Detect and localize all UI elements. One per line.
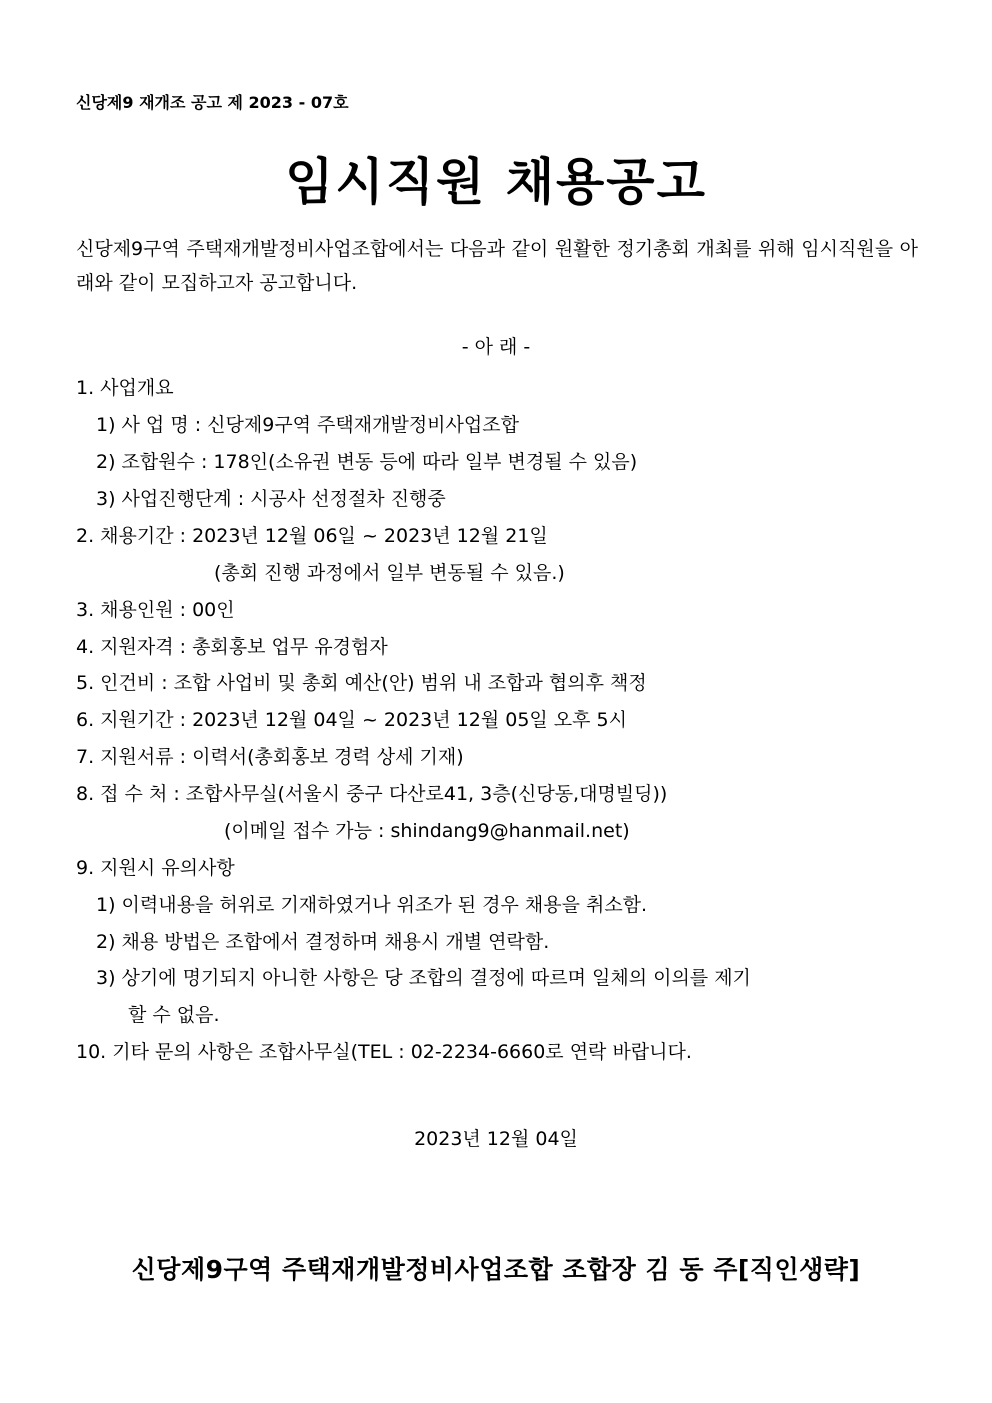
item-10: 10. 기타 문의 사항은 조합사무실(TEL : 02-2234-6660로 연락 바랍니다.	[76, 1041, 692, 1063]
issuer-signature-line: 신당제9구역 주택재개발정비사업조합 조합장 김 동 주[직인생략]	[131, 1255, 861, 1284]
item-2: 2. 채용기간 : 2023년 12월 06일 ~ 2023년 12월 21일	[76, 525, 548, 547]
page-title: 임시직원 채용공고	[285, 153, 707, 211]
item-7: 7. 지원서류 : 이력서(총회홍보 경력 상세 기재)	[76, 746, 464, 768]
item-1-sub-3: 3) 사업진행단계 : 시공사 선정절차 진행중	[96, 488, 446, 510]
notice-date: 2023년 12월 04일	[414, 1128, 578, 1150]
item-9-sub-3-cont: 할 수 없음.	[128, 1004, 220, 1026]
intro-paragraph: 신당제9구역 주택재개발정비사업조합에서는 다음과 같이 원활한 정기총회 개최를 위해 임시직원을 아래와 같이 모집하고자 공고합니다.	[76, 238, 918, 294]
item-4: 4. 지원자격 : 총회홍보 업무 유경험자	[76, 636, 388, 658]
item-1-sub-2: 2) 조합원수 : 178인(소유권 변동 등에 따라 일부 변경될 수 있음)	[96, 451, 638, 473]
item-9-sub-3: 3) 상기에 명기되지 아니한 사항은 당 조합의 결정에 따르며 일체의 이의를 제기	[96, 967, 751, 989]
item-8: 8. 접 수 처 : 조합사무실(서울시 중구 다산로41, 3층(신당동,대명빌딩))	[76, 783, 668, 805]
item-6: 6. 지원기간 : 2023년 12월 04일 ~ 2023년 12월 05일 오후 5시	[76, 709, 627, 731]
section-separator: - 아 래 -	[461, 336, 531, 358]
item-1-sub-1: 1) 사 업 명 : 신당제9구역 주택재개발정비사업조합	[96, 414, 519, 436]
item-3: 3. 채용인원 : 00인	[76, 599, 235, 621]
item-9-heading: 9. 지원시 유의사항	[76, 857, 235, 879]
item-9-sub-1: 1) 이력내용을 허위로 기재하였거나 위조가 된 경우 채용을 취소함.	[96, 894, 648, 916]
item-2-note: (총회 진행 과정에서 일부 변동될 수 있음.)	[214, 562, 565, 584]
item-8-note: (이메일 접수 가능 : shindang9@hanmail.net)	[224, 820, 630, 842]
item-5: 5. 인건비 : 조합 사업비 및 총회 예산(안) 범위 내 조합과 협의후 책정	[76, 672, 647, 694]
notice-number: 신당제9 재개조 공고 제 2023 - 07호	[76, 93, 349, 112]
item-1-heading: 1. 사업개요	[76, 377, 174, 399]
item-9-sub-2: 2) 채용 방법은 조합에서 결정하며 채용시 개별 연락함.	[96, 931, 550, 953]
